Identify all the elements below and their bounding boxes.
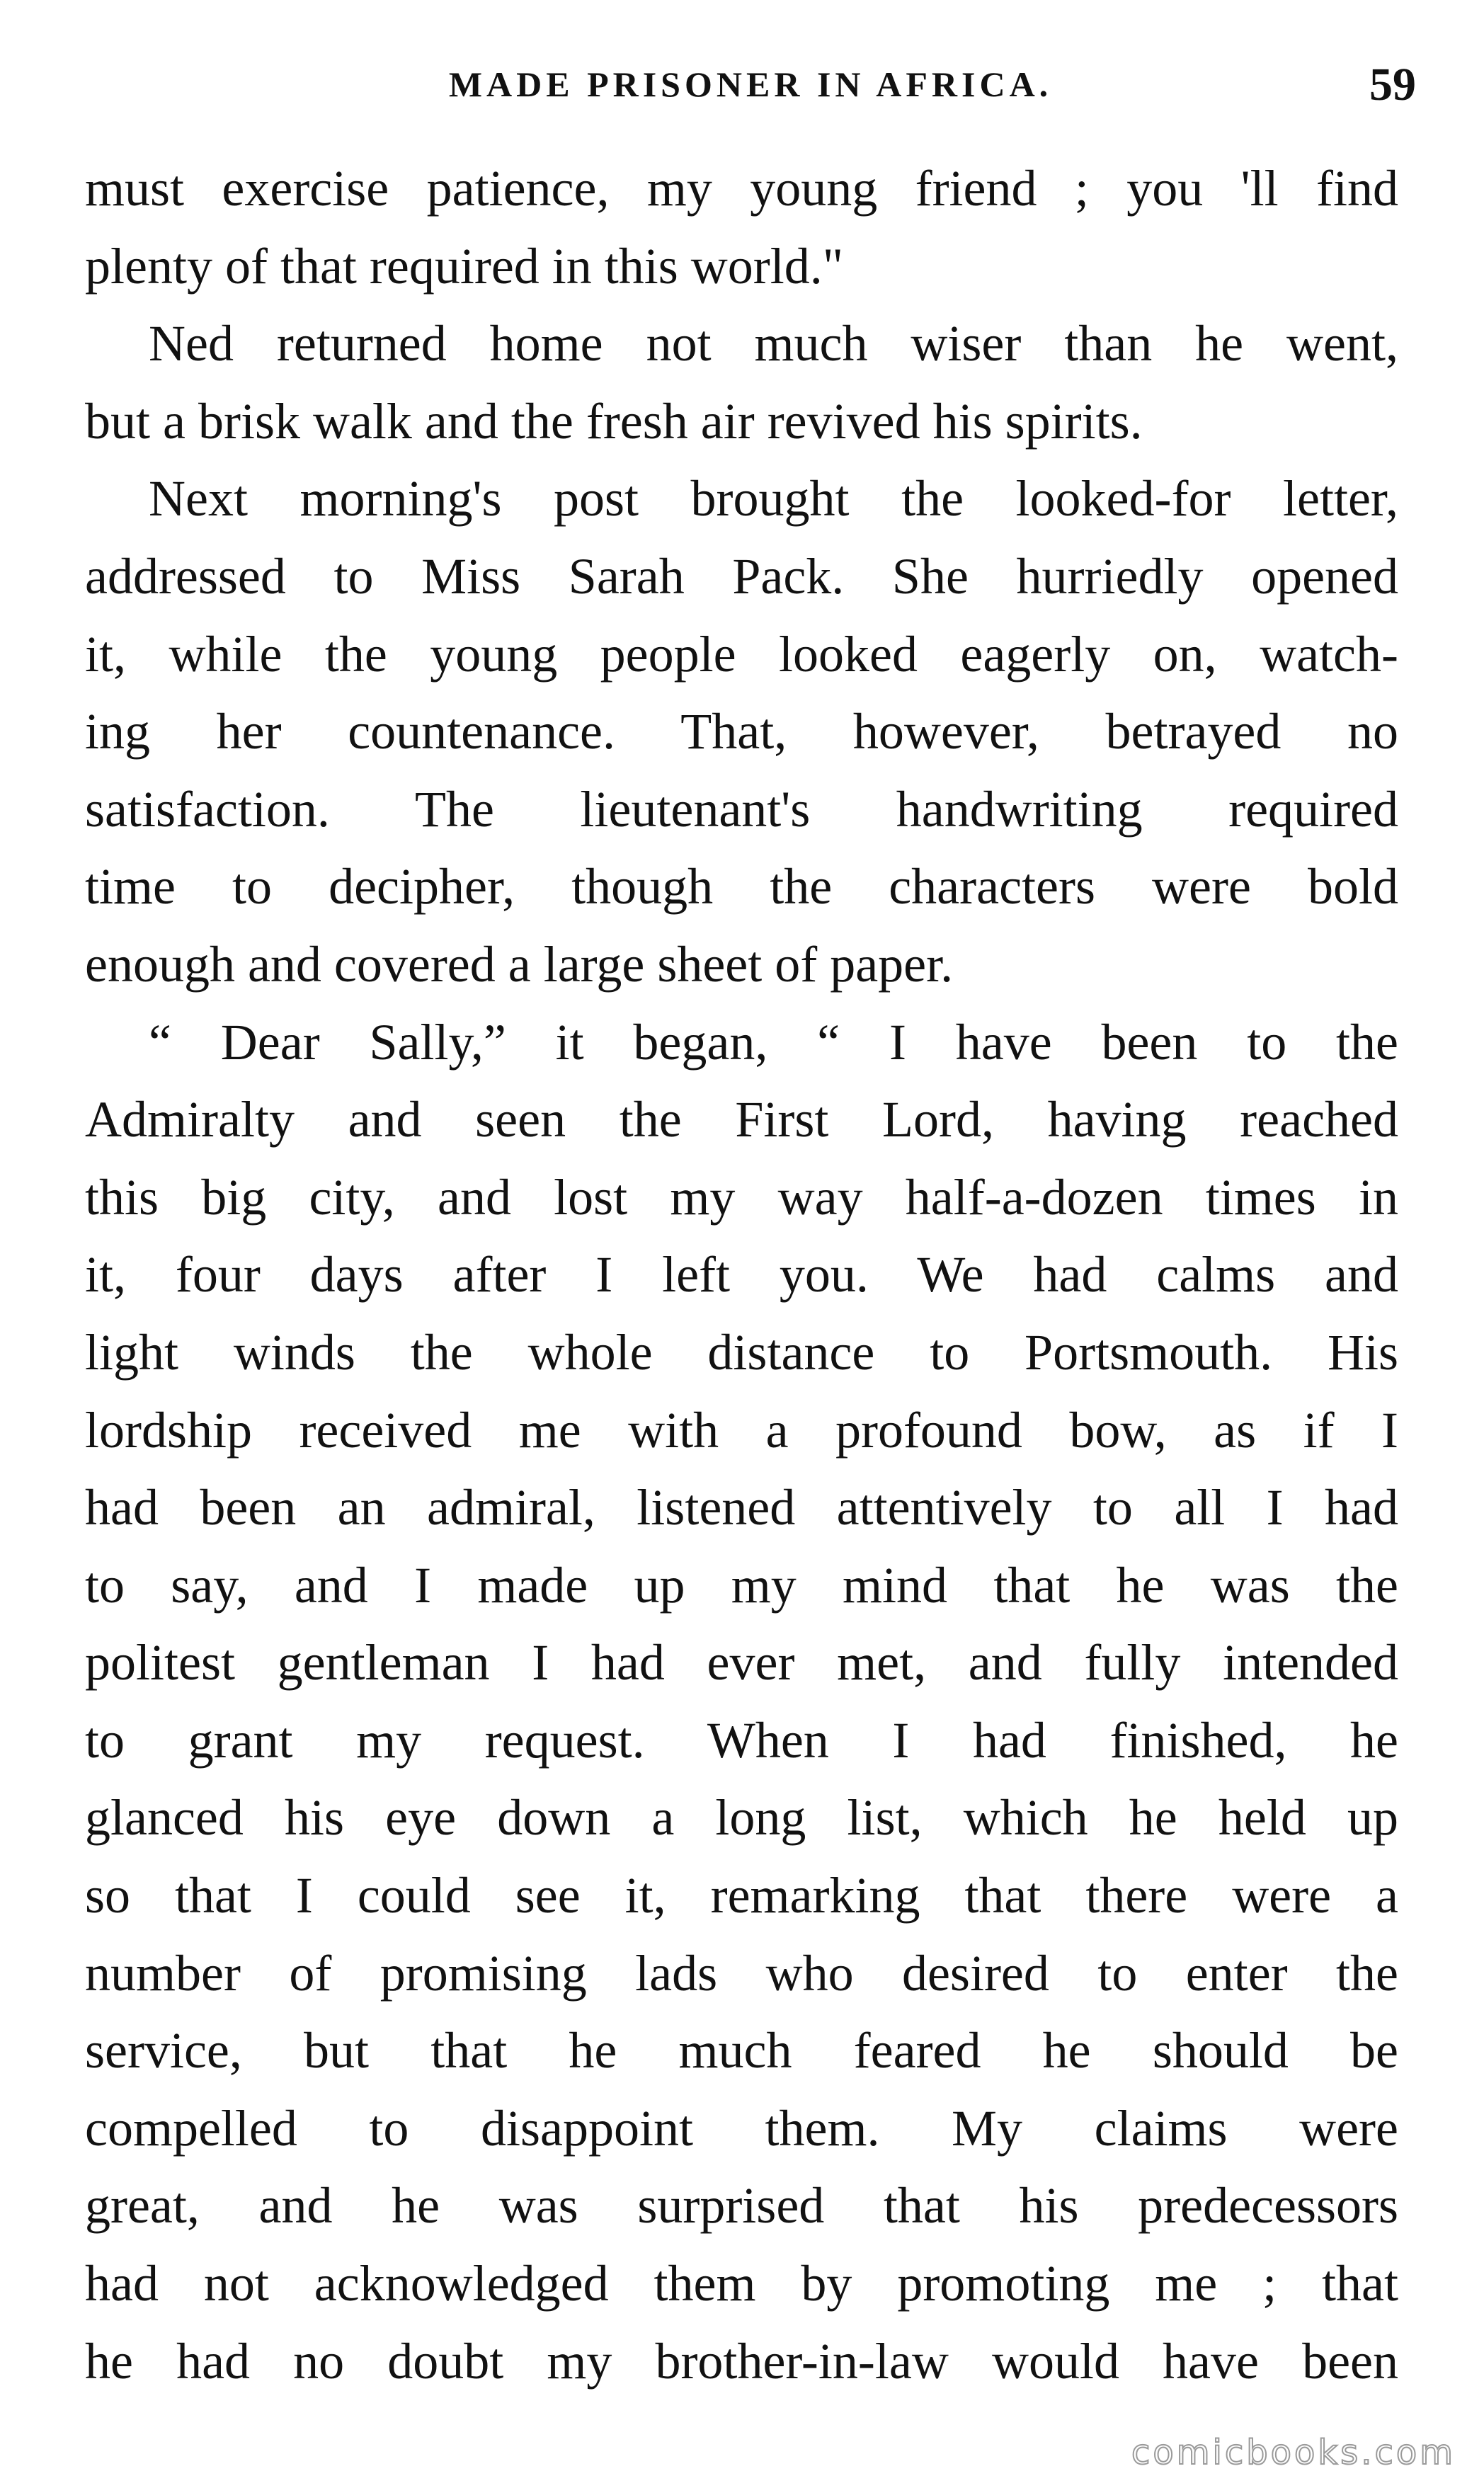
text-line: Admiralty and seen the First Lord, having reached <box>85 1091 1398 1148</box>
page-header <box>85 58 1416 122</box>
watermark: comicbooks.com <box>1131 2433 1456 2472</box>
text-line: enough and covered a large sheet of paper. <box>85 935 954 993</box>
text-line: to say, and I made up my mind that he was the <box>85 1556 1398 1614</box>
body-text <box>85 150 1398 2400</box>
text-line: it, four days after I left you. We had calms and <box>85 1246 1398 1303</box>
text-line: glanced his eye down a long list, which he held up <box>85 1789 1398 1847</box>
text-line: satisfaction. The lieutenant's handwriting required <box>85 780 1398 838</box>
text-line: compelled to disappoint them. My claims were <box>85 2099 1398 2157</box>
text-line: politest gentleman I had ever met, and fully intended <box>85 1634 1398 1691</box>
text-line: had not acknowledged them by promoting me ; that <box>85 2255 1398 2312</box>
text-line: plenty of that required in this world." <box>85 237 844 295</box>
text-line: had been an admiral, listened attentively to all I had <box>85 1479 1398 1536</box>
text-line: service, but that he much feared he should be <box>85 2022 1398 2079</box>
text-line: must exercise patience, my young friend ; you 'll find <box>85 160 1398 217</box>
text-line: addressed to Miss Sarah Pack. She hurriedly opened <box>85 547 1398 605</box>
page-number: 59 <box>1369 59 1416 110</box>
text-line: Ned returned home not much wiser than he went, <box>149 315 1398 372</box>
text-line: so that I could see it, remarking that there were a <box>85 1867 1398 1924</box>
text-line: light winds the whole distance to Portsmouth. His <box>85 1323 1398 1381</box>
text-line: it, while the young people looked eagerly on, watch- <box>85 625 1398 683</box>
text-line: time to decipher, though the characters were bold <box>85 858 1398 915</box>
text-line: but a brisk walk and the fresh air revived his spirits. <box>85 392 1143 450</box>
text-line: Next morning's post brought the looked-for letter, <box>149 470 1398 527</box>
text-line: he had no doubt my brother-in-law would have been <box>85 2332 1398 2390</box>
text-line: to grant my request. When I had finished, he <box>85 1711 1398 1769</box>
text-line: “ Dear Sally,” it began, “ I have been to the <box>149 1013 1398 1071</box>
text-line: number of promising lads who desired to enter the <box>85 1944 1398 2002</box>
text-line: this big city, and lost my way half-a-dozen times in <box>85 1168 1398 1226</box>
running-title: MADE PRISONER IN AFRICA. <box>448 64 1053 104</box>
text-line: lordship received me with a profound bow, as if I <box>85 1401 1398 1459</box>
text-line: ing her countenance. That, however, betrayed no <box>85 703 1398 760</box>
text-line: great, and he was surprised that his predecessors <box>85 2177 1398 2235</box>
